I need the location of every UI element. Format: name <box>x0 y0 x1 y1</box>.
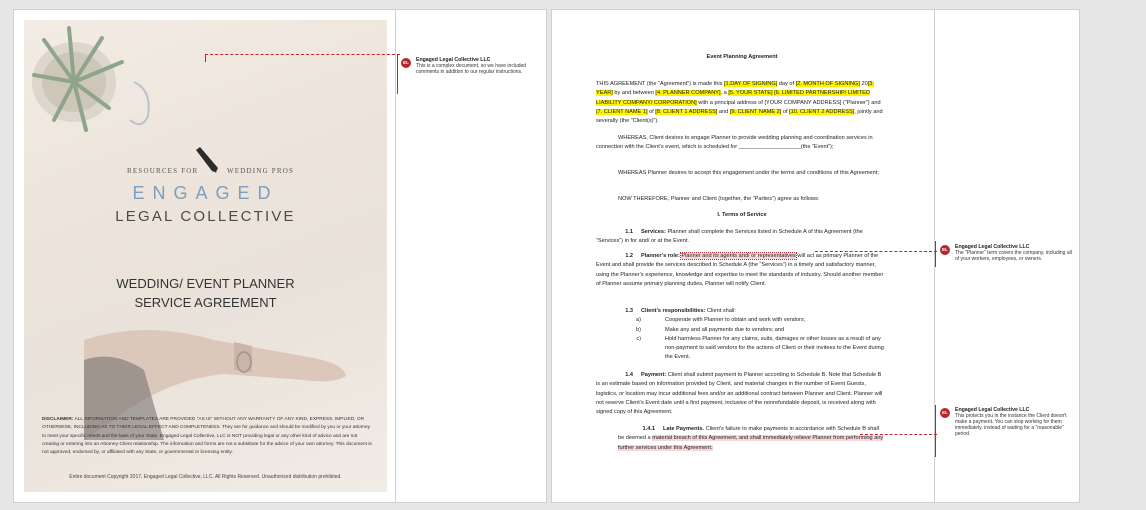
comment-anchor-1 <box>205 54 206 62</box>
cover-title <box>24 274 387 312</box>
comment-connector-2 <box>815 251 937 252</box>
field-client-name-2[interactable]: [9. CLIENT NAME 2] <box>729 108 782 115</box>
list-item <box>596 335 886 363</box>
comment-avatar-3: EL <box>940 408 950 418</box>
clause-1-3 <box>596 307 886 363</box>
clause-number: 1.3 <box>625 308 633 314</box>
comment-3[interactable] <box>955 407 1075 437</box>
p1-text: by and between <box>612 90 656 97</box>
clause-heading: Payment: <box>641 372 667 378</box>
p1-text: day of <box>777 81 796 87</box>
list-text: Hold harmless Planner for any claims, suits, damages or other losses as a result of any non-payment to said vendors for the actions of Client or their invitees to the Event during the Event. <box>665 335 884 361</box>
field-client-address-1[interactable]: [8. CLIENT 1 ADDRESS] <box>655 108 718 115</box>
comment-connector-3 <box>860 434 937 435</box>
cover-page <box>13 9 396 503</box>
para-now-therefore: NOW THEREFORE, Planner and Client (together, the “Parties”) agree as follows: <box>618 196 820 202</box>
clause-heading: Client’s responsibilities: <box>641 308 706 314</box>
comment-avatar-1: EL <box>401 58 411 68</box>
clause-text: Planner shall complete the Services listed in Schedule A of this Agreement (the “Services”) in for and/ or at the Event. <box>596 229 863 245</box>
pencil-icon <box>192 146 222 174</box>
para-whereas-1: WHEREAS, Client desires to engage Planner to provide wedding planning and coordination services in connection with the Client’s event, which is scheduled for ____________________(the “Event”); <box>596 135 873 151</box>
cover-artwork <box>24 20 387 492</box>
resources-for-label: RESOURCES FOR <box>127 167 199 175</box>
clause-heading: Late Payments. <box>663 426 705 432</box>
field-state[interactable]: [5. YOUR STATE] <box>728 90 773 97</box>
cover-title-line2: SERVICE AGREEMENT <box>134 295 277 310</box>
disclaimer <box>42 416 372 457</box>
list-label: c) <box>636 335 641 342</box>
list-item <box>596 316 886 325</box>
comment-connector-1 <box>205 54 400 55</box>
clause-text: Client’s failure to make payments in accordance with Schedule B shall be deemed a <box>618 426 879 442</box>
list-label: b) <box>636 326 641 333</box>
field-client-name-1[interactable]: [7. CLIENT NAME 1] <box>596 108 648 115</box>
field-month[interactable]: [2. MONTH OF SIGNING] <box>795 81 860 87</box>
clause-heading: Services: <box>641 229 666 235</box>
wedding-pros-label: WEDDING PROS <box>227 167 295 175</box>
clause-text: will act as primary Planner of the Event and shall provide the services described in Schedule A (the “Services”) in a timely and satisfactory manner, using the Planner’s experience, knowledge and expertise to meet the standards of industry. Should another member of Planner assume primary planning duties, Planner will notify Client. <box>596 253 884 287</box>
field-day[interactable]: [1.DAY OF SIGNING] <box>723 81 778 87</box>
clause-1-2 <box>596 252 886 289</box>
field-year[interactable]: [3. YEAR] <box>596 81 874 97</box>
clause-1-4 <box>596 371 886 417</box>
list-label: a) <box>636 317 641 324</box>
p1-text: THIS AGREEMENT (the “Agreement”) is made this <box>596 81 724 87</box>
para-whereas-2: WHEREAS Planner desires to accept this engagement under the terms and conditions of this Agreement; <box>618 170 879 176</box>
p1-text: of <box>781 108 790 115</box>
clause-text: Client shall submit payment to Planner according to Schedule B. Note that Schedule B is an estimate based on information provided by Client, and material changes in the number of Event Guests, logistics, or location may incur additional fees and/or an additional contract between Planner and Client. Planner will not reserve Client’s Event date until a first payment, inclusive of the nonrefundable deposit, is received along with signed copy of this Agreement. <box>596 372 883 416</box>
list-text: Cooperate with Planner to obtain and work with vendors; <box>665 317 806 324</box>
p1-text: 20 <box>859 81 868 87</box>
copyright: Entire document Copyright 2017, Engaged Legal Collective, LLC. All Rights Reserved. Unauthorized distribution prohibited. <box>69 474 342 480</box>
comment-author-3: Engaged Legal Collective LLC <box>955 407 1030 413</box>
field-planner-company[interactable]: [4. PLANNER COMPANY] <box>655 90 721 97</box>
clause-number: 1.4.1 <box>642 426 655 432</box>
clause-heading: Planner’s role: <box>641 253 680 259</box>
comment-text-2: The "Planner" term covers the company, including all of your workers, employees, or owners. <box>955 250 1072 262</box>
comment-margin-1 <box>396 9 547 503</box>
clause-number: 1.2 <box>625 253 633 259</box>
disclaimer-label: DISCLAIMER: <box>42 417 74 422</box>
field-client-address-2[interactable]: [10. CLIENT 2 ADDRESS] <box>789 108 855 115</box>
clause-text: Client shall: <box>705 308 736 314</box>
p1-text: and <box>717 108 730 115</box>
comment-avatar-2: EL <box>940 245 950 255</box>
p1-text: with a principal address of [YOUR COMPANY ADDRESS] (“Planner”) and <box>696 99 881 106</box>
commented-text-2[interactable]: material breach of this Agreement, and shall immediately relieve Planner from performing any further services under this Agreement. <box>618 435 884 451</box>
comment-bar-3 <box>935 405 936 457</box>
p1-text: , a <box>720 90 729 97</box>
clause-number: 1.4 <box>625 372 633 378</box>
comment-text-3: This protects you in the instance the Client doesn't make a payment. You can stop working for them immediately, instead of waiting for a "reasonable" period. <box>955 413 1067 437</box>
comment-1[interactable] <box>416 57 534 75</box>
brand-legal-collective: LEGAL COLLECTIVE <box>115 208 296 225</box>
comment-text-1: This is a complex document, so we have included comments in addition to our regular instructions. <box>416 63 527 75</box>
p1-text: , jointly and severally (the “Client(s)”). <box>596 108 883 125</box>
cover-title-line1: WEDDING/ EVENT PLANNER <box>116 276 295 291</box>
comment-author-1: Engaged Legal Collective LLC <box>416 57 491 63</box>
section-heading: I. Terms of Service <box>717 212 767 218</box>
list-text: Make any and all payments due to vendors; and <box>665 326 785 333</box>
p1-text: of <box>647 108 656 115</box>
comment-author-2: Engaged Legal Collective LLC <box>955 244 1030 250</box>
list-item <box>596 326 886 335</box>
plant-image <box>24 20 164 160</box>
commented-text-1[interactable]: Planner and its agents and/ or representatives <box>681 253 796 259</box>
clause-1-1 <box>596 228 886 247</box>
comment-bar-1 <box>397 54 398 94</box>
disclaimer-text: ALL INFORMATION AND TEMPLATES ARE PROVIDED "AS IS" WITHOUT ANY WARRANTY OF ANY KIND, EXPRESS, IMPLIED, OR OTHERWISE, INCLUDING AS TO THEIR LEGAL EFFECT AND COMPLETENESS. They are for guidance and should be modified by you or your attorney to meet your specific needs and the laws of your State. Engaged Legal Collective, LLC is NOT providing legal or any other kind of advice and are not creating or entering into an Attorney-Client relationship. The information and forms are not a substitute for the advice of your own attorney. This document is not approved, endorsed by, or affiliated with any State, or governmental or licensing entity. <box>42 417 372 456</box>
field-entity-type[interactable]: [6. LIMITED PARTNERSHIP/ LIMITED LIABILITY COMPANY/ CORPORATION] <box>596 90 870 106</box>
brand-engaged: ENGAGED <box>132 183 279 203</box>
comment-2[interactable] <box>955 244 1075 262</box>
para-parties <box>596 80 886 126</box>
comment-bar-2 <box>935 241 936 267</box>
clause-1-4-1 <box>618 425 886 453</box>
doc-title: Event Planning Agreement <box>706 54 778 60</box>
clause-number: 1.1 <box>625 229 633 235</box>
